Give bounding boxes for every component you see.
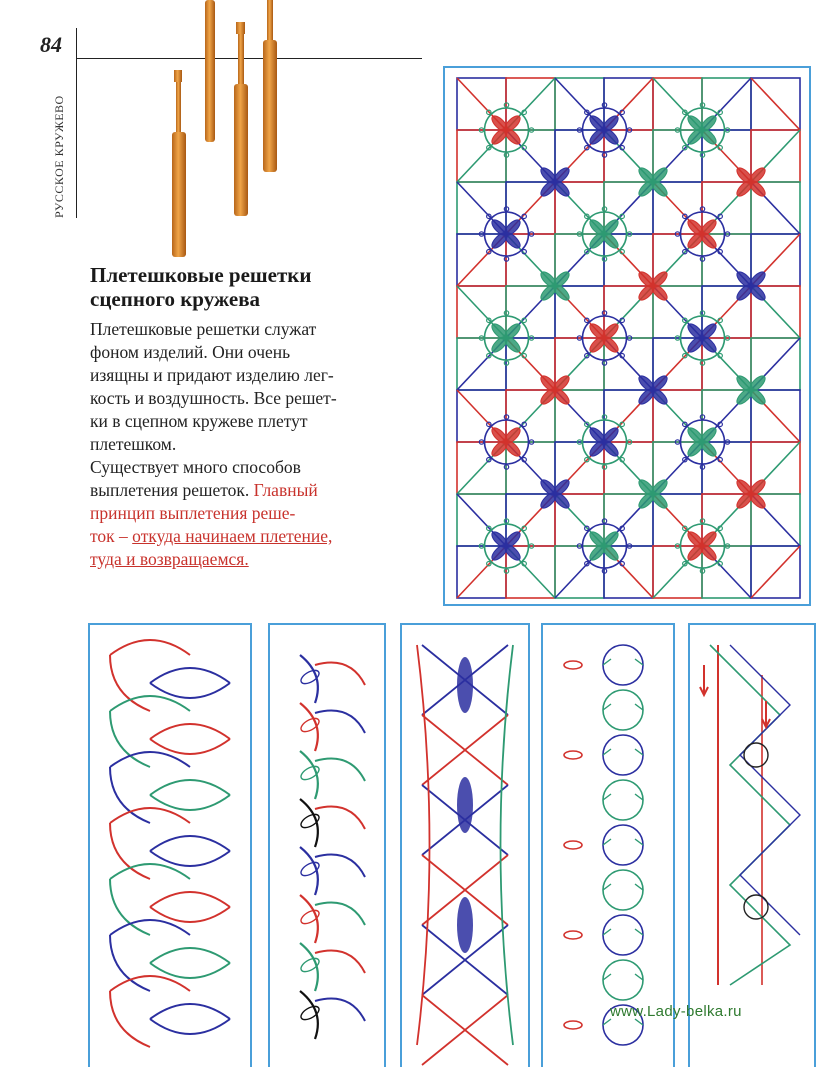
strip-2 <box>268 623 386 1067</box>
strip-picot <box>603 929 643 935</box>
strip-scallop <box>315 759 365 782</box>
strip-arc <box>110 976 190 991</box>
strip-scallop <box>315 999 365 1022</box>
strip-picot <box>603 659 643 665</box>
strip-diamond <box>422 715 508 785</box>
header-vertical-rule <box>76 28 77 218</box>
strip-picot <box>603 839 643 845</box>
strip-arc <box>110 823 150 879</box>
heading-line-2: сцепного кружева <box>90 287 261 311</box>
bobbins-illustration <box>160 0 290 262</box>
strip-picot <box>603 749 643 755</box>
strip-picot <box>603 974 643 980</box>
highlight-start: Главный <box>253 480 318 500</box>
strip-ring <box>603 870 643 910</box>
strip-picot <box>603 704 643 710</box>
strip-arc <box>110 655 150 711</box>
strip-arc <box>110 752 190 767</box>
strip-zigzag <box>730 645 800 935</box>
strip-arc <box>150 1019 230 1034</box>
strip-3 <box>400 623 530 1067</box>
strip-zigzag <box>710 645 790 985</box>
strip-arc <box>150 1004 230 1019</box>
strip-arc <box>110 640 190 655</box>
strip-arc <box>150 724 230 739</box>
strip-side-arc <box>501 645 514 1045</box>
article-heading <box>90 263 430 311</box>
strip-arc <box>110 935 150 991</box>
strip-loop <box>744 743 768 767</box>
strip-picot <box>603 794 643 800</box>
strip-ring <box>603 825 643 865</box>
strip-arc <box>150 739 230 754</box>
strip-arc <box>110 991 150 1047</box>
watermark: www.Lady-belka.ru <box>610 1003 742 1020</box>
lace-grid-svg <box>445 68 809 604</box>
strip-3-svg <box>402 625 528 1069</box>
strip-arc <box>150 668 230 683</box>
strip-arc <box>150 780 230 795</box>
strip-scallop <box>315 807 365 830</box>
strip-petal <box>564 661 582 669</box>
strip-petal <box>457 897 473 953</box>
strip-arc <box>150 795 230 810</box>
strip-scallop <box>315 855 365 878</box>
page-number: 84 <box>40 32 62 57</box>
strip-ring <box>603 915 643 955</box>
strip-side-arc <box>417 645 430 1045</box>
strip-ring <box>603 735 643 775</box>
underlined-phrase-1: откуда начинаем плетение, <box>132 526 333 546</box>
strip-arc <box>150 907 230 922</box>
strip-petal <box>564 1021 582 1029</box>
arrow-down-icon <box>700 665 708 695</box>
strip-arc <box>150 963 230 978</box>
strip-ring <box>603 690 643 730</box>
strip-arc <box>150 892 230 907</box>
strip-arc <box>150 683 230 698</box>
strip-petal <box>457 777 473 833</box>
heading-line-1: Плетешковые решетки <box>90 263 312 287</box>
strip-1 <box>88 623 252 1067</box>
strip-petal <box>457 657 473 713</box>
strip-arc <box>110 767 150 823</box>
strip-2-svg <box>270 625 384 1069</box>
strip-arc <box>110 711 150 767</box>
para-1: Плетешковые решетки служат фоном изделий. Они очень изящны и придают изделию лег- кость и воздушность. Все решет- ки в сцепном кружеве плетут плетешком. <box>90 319 337 454</box>
article-body <box>90 318 430 571</box>
strip-ring <box>603 645 643 685</box>
underlined-phrase-2: туда и возвращаемся. <box>90 549 249 569</box>
strip-arc <box>110 864 190 879</box>
strip-arc <box>110 879 150 935</box>
strip-5 <box>688 623 816 1067</box>
strip-petal <box>564 751 582 759</box>
grid-diagonal <box>751 78 800 130</box>
strip-scallop <box>315 903 365 926</box>
strip-arc <box>150 948 230 963</box>
strip-ring <box>603 780 643 820</box>
strip-arc <box>110 808 190 823</box>
strip-arc <box>110 696 190 711</box>
strip-picot <box>603 884 643 890</box>
strip-petal <box>564 931 582 939</box>
grid-diagonal <box>751 546 800 598</box>
strip-scallop <box>315 951 365 974</box>
strip-ring <box>603 960 643 1000</box>
strip-scallop <box>315 711 365 734</box>
running-head: РУССКОЕ КРУЖЕВО <box>52 95 66 218</box>
strip-1-svg <box>90 625 250 1069</box>
para-2: Существует много способов выплетения решеток. Главный принцип выплетения реше- ток – откуда начинаем плетение, туда и возвращаемся. <box>90 457 333 569</box>
strip-scallop <box>315 663 365 686</box>
strip-4 <box>541 623 675 1067</box>
strip-diamond <box>422 995 508 1065</box>
strip-arc <box>110 920 190 935</box>
lace-grid-diagram <box>443 66 811 606</box>
strip-arc <box>150 836 230 851</box>
strip-petal <box>564 841 582 849</box>
strip-loop <box>744 895 768 919</box>
strip-arc <box>150 851 230 866</box>
